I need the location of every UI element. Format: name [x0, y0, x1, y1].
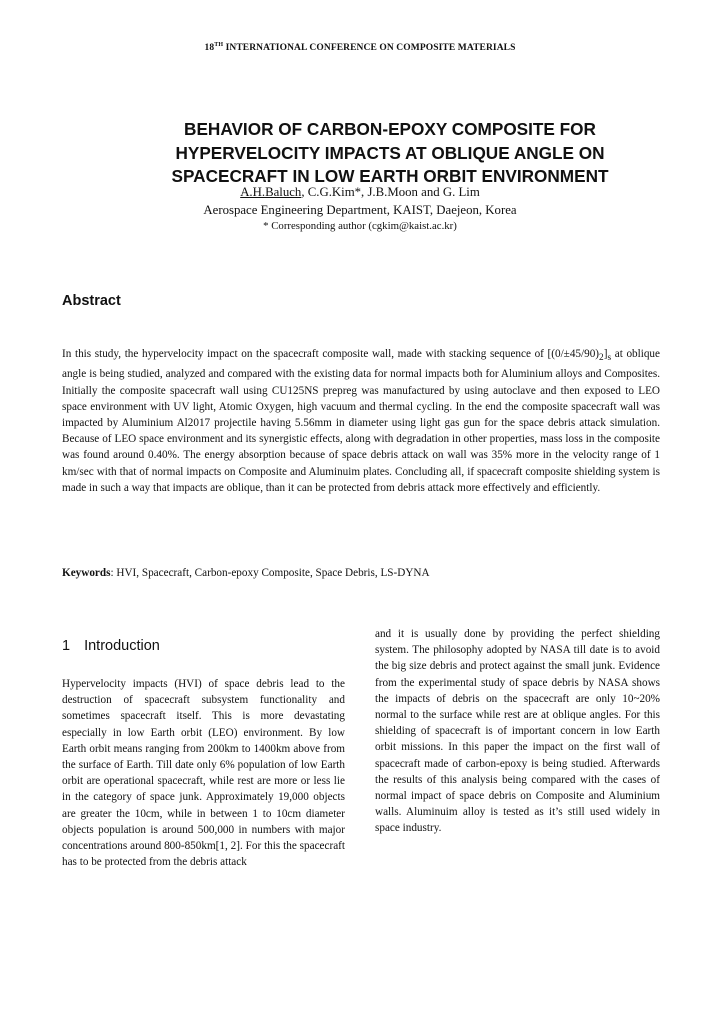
paper-title — [120, 118, 660, 189]
author-middle: , C.G.Kim*, J.B. — [301, 185, 388, 199]
intro-column-left: Hypervelocity impacts (HVI) of space debris lead to the destruction of spacecraft subsystem functionality and sometimes spacecraft itself. This is more devastating especially in low Earth orbit (LEO) environment. By low Earth orbit means ranging from 200km to 1400km above from the surface of Earth. Till date only 6% population of low Earth orbit are operational spacecraft, while rest are more or less lie in the category of space junk. Approximately 19,000 objects are greater the 10cm, while in between 1 to 10cm diameter objects population is around 500,000 in numbers with major concentrations around 800-850km[1, 2]. For this the spacecraft has to be protected from the debris attack — [62, 678, 345, 869]
abstract-body — [62, 346, 660, 496]
corresponding-author: * Corresponding author (cgkim@kaist.ac.kr) — [263, 220, 457, 232]
author-last: and G. Lim — [417, 185, 480, 199]
title-line-2: HYPERVELOCITY IMPACTS AT OBLIQUE ANGLE ON — [175, 142, 605, 163]
affiliation: Aerospace Engineering Department, KAIST, Daejeon, Korea — [203, 203, 517, 217]
abstract-sub-2: s — [607, 353, 612, 364]
header-number: 18 — [204, 43, 215, 54]
abstract-mid: ] — [603, 348, 608, 360]
abstract-lead: In this study, the hypervelocity impact on the spacecraft composite wall, made with stacking sequence of [(0/±45/90) — [62, 348, 600, 360]
running-header — [0, 42, 720, 53]
abstract-text: at oblique angle is being studied, analyzed and compared with the existing data for normal impacts both for Aluminium alloys and Composites. Initially the composite spacecraft wall using CU125NS prepreg was manufactured by using autoclave and then exposed to LEO space environment with UV light, Atomic Oxygen, high vacuum and thermal cycling. In the end the composite spacecraft wall was impacted by Aluminium Al2017 projectile having 5.56mm in diameter using light gas gun for the space debris attack simulation. Because of LEO space environment and its synergistic effects, along with degradation in other properties, mass loss in the composite was found around 0.40%. The energy absorption because of space debris attack on wall was 35% more in the velocity range of 1 km/sec with that of normal impacts on Composite and Aluminuim plates. Concluding all, if spacecraft composite shielding system is made in such a way that impacts are oblique, than it can be protected from debris attack more effectively and efficiently. — [62, 348, 660, 494]
abstract-heading: Abstract — [62, 293, 121, 309]
section-number: 1 — [62, 638, 71, 654]
abstract-sub-1: 2 — [599, 353, 604, 364]
keywords-text: : HVI, Spacecraft, Carbon-epoxy Composite, Space Debris, LS-DYNA — [110, 567, 430, 579]
author-list — [60, 183, 660, 201]
author-moon: Moon — [387, 185, 418, 199]
header-superscript: TH — [214, 42, 224, 48]
keywords-label: Keywords — [62, 567, 111, 579]
author-first: A.H.Baluch — [240, 185, 302, 199]
title-line-3: SPACECRAFT IN LOW EARTH ORBIT ENVIRONMENT — [171, 166, 609, 186]
keywords — [62, 565, 660, 581]
section-heading-introduction — [62, 638, 160, 654]
title-line-1: BEHAVIOR OF CARBON-EPOXY COMPOSITE FOR — [184, 119, 596, 139]
header-text: INTERNATIONAL CONFERENCE ON COMPOSITE MATERIALS — [223, 43, 516, 54]
section-title: Introduction — [84, 638, 160, 654]
intro-column-right: and it is usually done by providing the perfect shielding system. The philosophy adopted by NASA till date is to avoid the big size debris and protect against the small junk. Evidence from the experimental study of space debris by NASA shows the impacts of debris on the spacecraft are only 10~20% normal to the surface while rest are at oblique angles. For this shielding of spacecraft is of important concern in low Earth orbit missions. In this paper the impact on the first wall of spacecraft made of carbon-epoxy is being studied. Afterwards the results of this analysis being compared with the cases of normal impact of space debris on Composite and Aluminium walls. Aluminuim alloy is tested as it’s still used widely in space industry. — [375, 628, 660, 835]
